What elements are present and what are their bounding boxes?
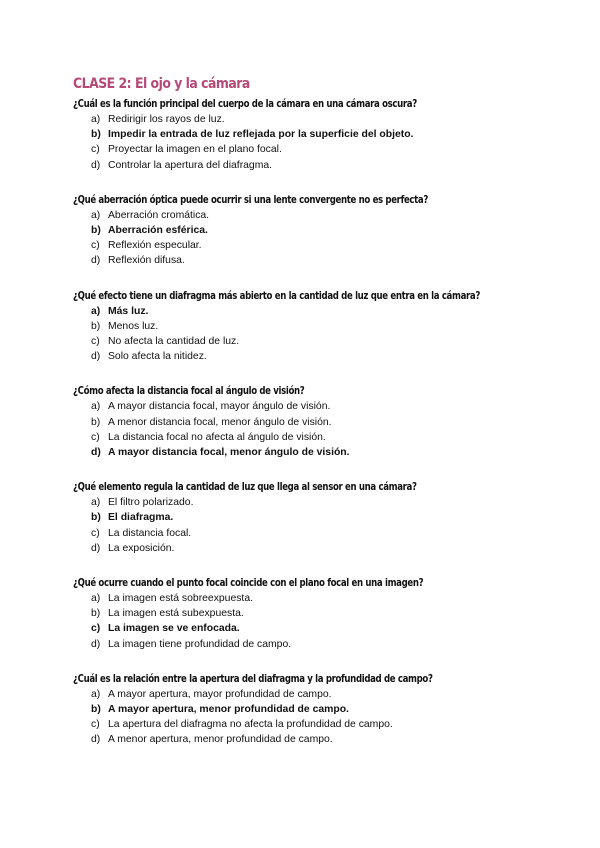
option-text: A mayor distancia focal, menor ángulo de visión.: [108, 447, 350, 459]
option-letter: a): [91, 593, 101, 605]
option-text: A menor distancia focal, menor ángulo de visión.: [108, 416, 332, 428]
option-d: [91, 637, 573, 652]
question-4: [73, 383, 573, 460]
option-text: La imagen se ve enfocada.: [108, 623, 240, 635]
question-text: ¿Qué efecto tiene un diafragma más abierto en la cantidad de luz que entra en la cámara?: [73, 288, 480, 302]
option-letter: b): [91, 512, 101, 524]
question-text: ¿Qué elemento regula la cantidad de luz que llega al sensor en una cámara?: [73, 480, 417, 494]
option-text: La imagen está sobreexpuesta.: [108, 593, 253, 605]
option-text: A mayor apertura, mayor profundidad de campo.: [108, 688, 332, 700]
option-b-correct: [91, 223, 573, 238]
option-letter: b): [91, 225, 101, 237]
option-letter: c): [91, 144, 100, 156]
option-text: Proyectar la imagen en el plano focal.: [108, 144, 282, 156]
question-7: [73, 671, 573, 748]
option-c: [91, 238, 573, 253]
options-list: [73, 399, 573, 460]
option-c: [91, 334, 573, 349]
option-letter: a): [91, 209, 101, 221]
option-text: La distancia focal no afecta al ángulo de visión.: [108, 431, 326, 443]
option-text: La imagen tiene profundidad de campo.: [108, 638, 292, 650]
option-c: [91, 142, 573, 157]
option-a: [91, 591, 573, 606]
option-b-correct: [91, 510, 573, 525]
option-text: Más luz.: [108, 305, 149, 317]
options-list: [73, 495, 573, 556]
option-b-correct: [91, 702, 573, 717]
question-text: ¿Qué aberración óptica puede ocurrir si una lente convergente no es perfecta?: [73, 192, 428, 206]
option-d: [91, 349, 573, 364]
option-text: Solo afecta la nitidez.: [108, 351, 207, 363]
option-text: Menos luz.: [108, 320, 159, 332]
option-text: A mayor apertura, menor profundidad de campo.: [108, 704, 349, 716]
option-c-correct: [91, 621, 573, 636]
option-text: Aberración esférica.: [108, 225, 208, 237]
option-c: [91, 526, 573, 541]
options-list: [73, 591, 573, 652]
option-d: [91, 253, 573, 268]
option-text: A menor apertura, menor profundidad de campo.: [108, 734, 333, 746]
option-text: A mayor distancia focal, mayor ángulo de visión.: [108, 401, 331, 413]
option-letter: c): [91, 719, 100, 731]
option-letter: c): [91, 431, 100, 443]
option-d-correct: [91, 445, 573, 460]
option-d: [91, 732, 573, 747]
option-a: [91, 399, 573, 414]
question-1: [73, 96, 573, 173]
option-text: No afecta la cantidad de luz.: [108, 336, 240, 348]
question-text: ¿Cómo afecta la distancia focal al ángulo de visión?: [73, 384, 305, 398]
option-b: [91, 319, 573, 334]
option-text: Aberración cromática.: [108, 209, 210, 221]
option-letter: a): [91, 688, 101, 700]
options-list: [73, 687, 573, 748]
option-letter: d): [91, 542, 101, 554]
option-b: [91, 415, 573, 430]
option-letter: a): [91, 114, 101, 125]
option-text: Impedir la entrada de luz reflejada por la superficie del objeto.: [108, 129, 414, 141]
page-title: CLASE 2: El ojo y la cámara: [73, 76, 250, 92]
option-c: [91, 430, 573, 445]
option-a: [91, 112, 573, 127]
option-letter: b): [91, 416, 101, 428]
option-letter: c): [91, 336, 100, 348]
question-3: [73, 288, 573, 365]
option-text: Controlar la apertura del diafragma.: [108, 159, 273, 171]
option-letter: c): [91, 240, 100, 252]
option-letter: b): [91, 704, 101, 716]
option-d: [91, 158, 573, 173]
option-letter: b): [91, 129, 101, 141]
option-a-correct: [91, 304, 573, 319]
option-letter: d): [91, 351, 101, 363]
option-letter: d): [91, 159, 101, 171]
options-list: [73, 304, 573, 365]
option-a: [91, 687, 573, 702]
option-b: [91, 606, 573, 621]
option-text: La distancia focal.: [108, 527, 192, 539]
question-2: [73, 192, 573, 269]
option-letter: d): [91, 447, 101, 459]
question-6: [73, 575, 573, 652]
option-letter: a): [91, 305, 101, 317]
option-text: Redirigir los rayos de luz.: [108, 114, 225, 125]
option-letter: b): [91, 320, 101, 332]
question-text: ¿Qué ocurre cuando el punto focal coincide con el plano focal en una imagen?: [73, 576, 424, 590]
question-text: ¿Cuál es la relación entre la apertura del diafragma y la profundidad de campo?: [73, 671, 433, 685]
option-b-correct: [91, 127, 573, 142]
option-letter: d): [91, 734, 101, 746]
question-5: [73, 479, 573, 556]
option-c: [91, 717, 573, 732]
option-text: La imagen está subexpuesta.: [108, 608, 244, 620]
option-text: Reflexión difusa.: [108, 255, 185, 267]
document-page: [73, 76, 573, 748]
option-d: [91, 541, 573, 556]
option-letter: c): [91, 527, 100, 539]
option-text: La exposición.: [108, 542, 175, 554]
option-text: Reflexión especular.: [108, 240, 202, 252]
option-letter: a): [91, 401, 101, 413]
options-list: [73, 208, 573, 269]
question-text: ¿Cuál es la función principal del cuerpo de la cámara en una cámara oscura?: [73, 97, 417, 110]
options-list: [73, 112, 573, 173]
option-text: La apertura del diafragma no afecta la profundidad de campo.: [108, 719, 393, 731]
option-letter: d): [91, 638, 101, 650]
option-letter: a): [91, 497, 101, 509]
option-letter: b): [91, 608, 101, 620]
option-letter: c): [91, 623, 101, 635]
option-text: El filtro polarizado.: [108, 497, 194, 509]
option-a: [91, 495, 573, 510]
option-a: [91, 208, 573, 223]
option-text: El diafragma.: [108, 512, 174, 524]
option-letter: d): [91, 255, 101, 267]
